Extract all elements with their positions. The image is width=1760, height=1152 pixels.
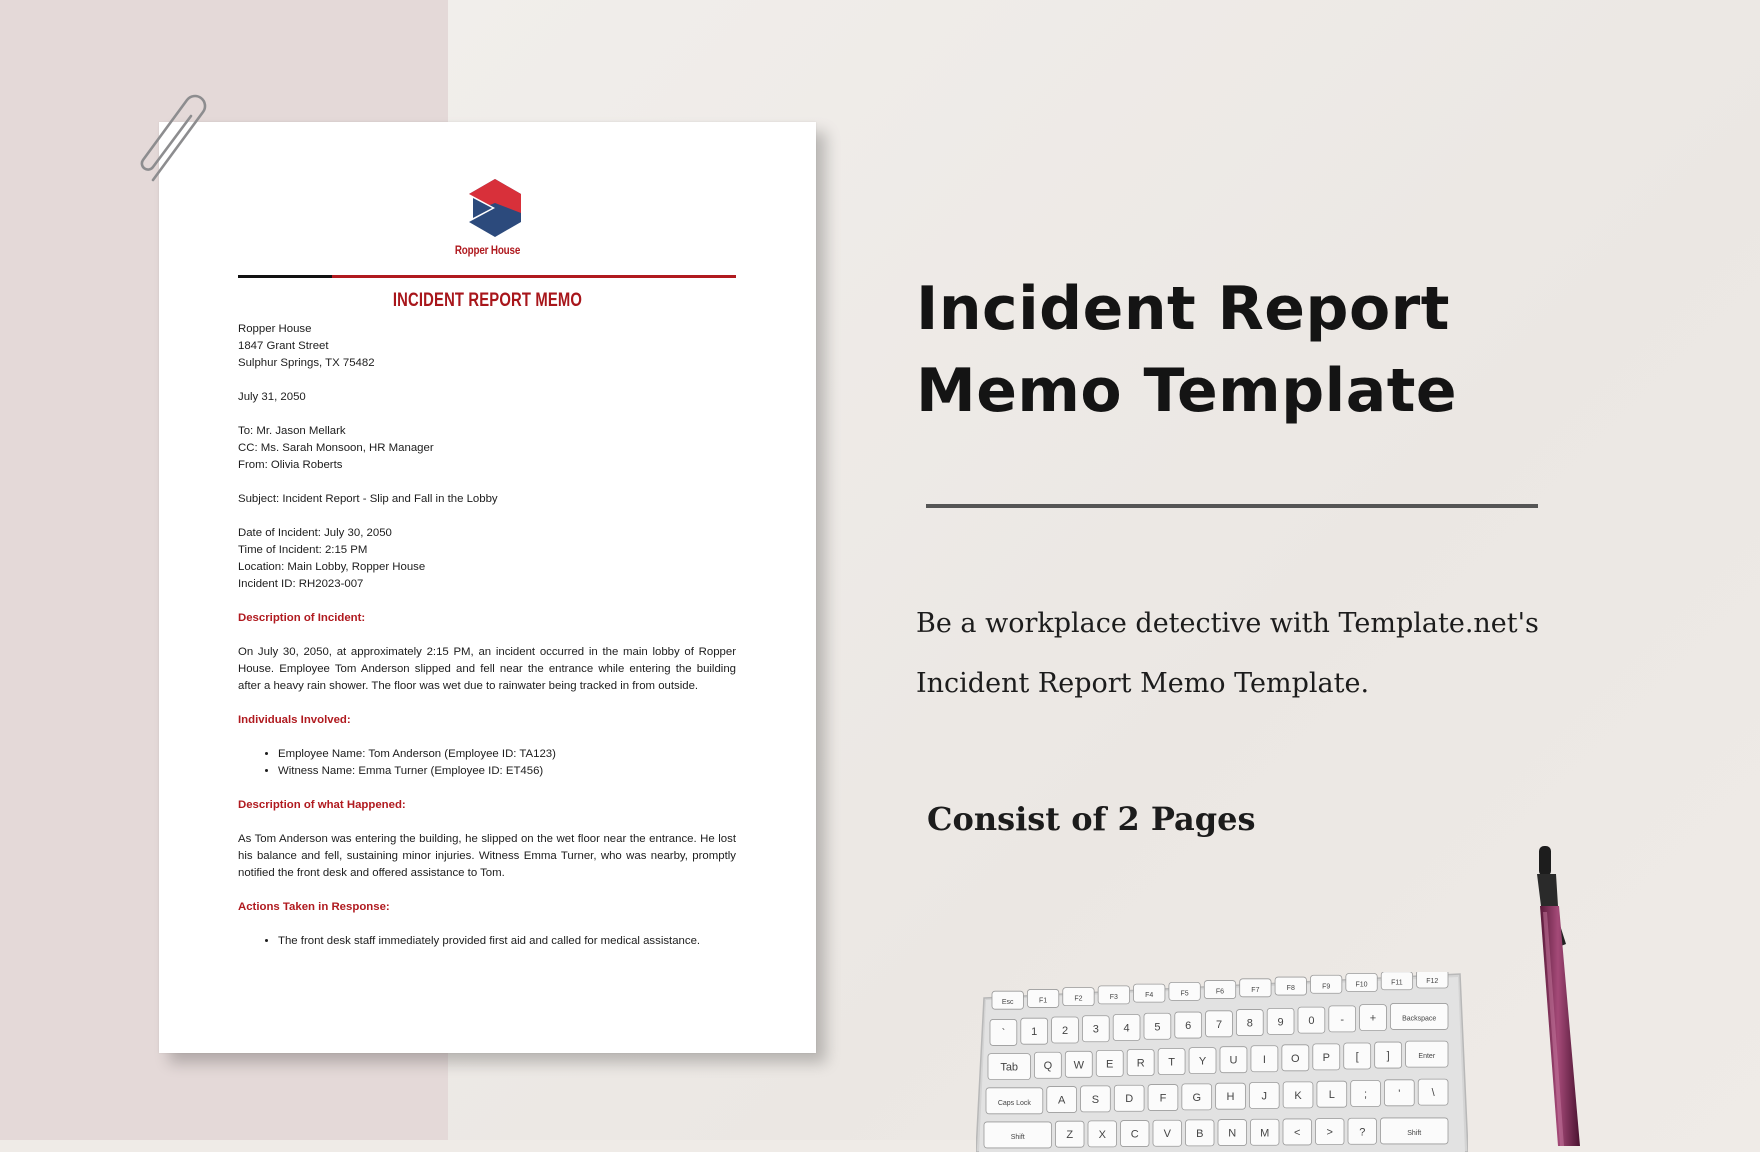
keyboard-key-label: F2 xyxy=(1074,995,1083,1003)
keyboard-key xyxy=(1052,1017,1079,1043)
keyboard-key xyxy=(1351,1081,1381,1107)
keyboard-key-label: X xyxy=(1098,1128,1106,1141)
keyboard-key xyxy=(984,1122,1052,1148)
keyboard-key-label: F12 xyxy=(1426,977,1439,985)
keyboard-key xyxy=(1346,974,1377,992)
keyboard-key xyxy=(1267,1008,1294,1034)
keyboard-key-label: 6 xyxy=(1185,1020,1192,1033)
keyboard-key xyxy=(1406,1041,1448,1067)
recipient-line: To: Mr. Jason Mellark xyxy=(238,425,346,437)
keyboard-key-label: Tab xyxy=(1000,1061,1019,1074)
keyboard-key-label: L xyxy=(1328,1089,1335,1102)
keyboard-key xyxy=(1360,1005,1387,1031)
keyboard-key xyxy=(1175,1012,1202,1038)
keyboard-key-label: Y xyxy=(1198,1055,1207,1068)
section-heading-what-happened: Description of what Happened: xyxy=(238,799,406,811)
keyboard-key xyxy=(1148,1085,1178,1111)
keyboard-key-label: 4 xyxy=(1123,1022,1130,1035)
promo-heading-line: Memo Template xyxy=(916,356,1458,426)
list-item: • Employee Name: Tom Anderson (Employee ID: TA123) xyxy=(278,746,736,763)
keyboard-key-label: U xyxy=(1229,1054,1238,1067)
keyboard-key xyxy=(1313,1044,1340,1070)
incident-detail: Date of Incident: July 30, 2050 xyxy=(238,527,392,539)
keyboard-key-label: N xyxy=(1228,1127,1237,1140)
keyboard-key xyxy=(1127,1049,1154,1075)
keyboard-key-label: + xyxy=(1369,1012,1377,1025)
keyboard-key-label: H xyxy=(1226,1091,1235,1104)
keyboard-key-label: 5 xyxy=(1154,1021,1161,1034)
keyboard-key-label: [ xyxy=(1355,1050,1359,1063)
keyboard-key-label: F5 xyxy=(1180,990,1189,998)
keyboard-key xyxy=(1216,1083,1246,1109)
keyboard-key-label: G xyxy=(1192,1091,1202,1104)
keyboard-key-label: J xyxy=(1261,1090,1268,1103)
keyboard-key-label: ] xyxy=(1386,1050,1390,1063)
keyboard-key-label: F1 xyxy=(1038,997,1048,1005)
keyboard-key-label: 3 xyxy=(1092,1023,1099,1036)
keyboard-key-label: F11 xyxy=(1391,979,1403,987)
header-rule-red xyxy=(332,275,736,278)
company-logo-text: Ropper House xyxy=(454,243,521,257)
keyboard-key-label: > xyxy=(1326,1126,1333,1139)
keyboard-key xyxy=(1283,1119,1312,1145)
keyboard-key-label: F7 xyxy=(1251,986,1260,994)
keyboard-key xyxy=(1027,989,1058,1007)
keyboard-key xyxy=(1056,1121,1085,1147)
keyboard-key-label: 0 xyxy=(1308,1015,1315,1028)
memo-subject: Subject: Incident Report - Slip and Fall in the Lobby xyxy=(238,493,498,505)
pages-note: Consist of 2 Pages xyxy=(927,800,1256,838)
keyboard-key xyxy=(1249,1083,1279,1109)
keyboard-key-label: F9 xyxy=(1322,983,1331,991)
individuals-list xyxy=(238,746,736,780)
keyboard-key-label: B xyxy=(1196,1127,1204,1140)
list-item: • The front desk staff immediately provided first aid and called for medical assistance. xyxy=(278,933,736,950)
keyboard-key-label: 1 xyxy=(1031,1026,1038,1039)
keyboard-key-label: Shift xyxy=(1010,1133,1025,1141)
keyboard-key xyxy=(986,1088,1043,1114)
address-line: Ropper House xyxy=(238,323,312,335)
incident-detail: Incident ID: RH2023-007 xyxy=(238,578,364,590)
description-paragraph: On July 30, 2050, at approximately 2:15 PM, an incident occurred in the main lobby of Ropper House. Employee Tom Anderson slipped and fell near the entrance while entering the building after a heavy rain shower. The floor was wet due to rainwater being tracked in from outside. xyxy=(238,646,736,692)
keyboard-key-label: A xyxy=(1057,1094,1066,1107)
keyboard-key-label: ; xyxy=(1364,1088,1368,1101)
memo-document-page xyxy=(159,122,816,1053)
memo-date: July 31, 2050 xyxy=(238,391,306,403)
address-line: Sulphur Springs, TX 75482 xyxy=(238,357,375,369)
memo-title: INCIDENT REPORT MEMO xyxy=(392,290,583,311)
keyboard-key xyxy=(1096,1050,1123,1076)
keyboard-key xyxy=(990,1019,1017,1045)
keyboard-key-label: ' xyxy=(1398,1087,1401,1100)
what-happened-paragraph: As Tom Anderson was entering the building, he slipped on the wet floor near the entrance. He lost his balance and fell, sustaining minor injuries. Witness Emma Turner, who was nearby, promptly notified the front desk and offered assistance to Tom. xyxy=(238,833,736,879)
keyboard-key-label: ? xyxy=(1359,1126,1366,1139)
keyboard-key-label: S xyxy=(1091,1093,1100,1106)
keyboard-key xyxy=(1113,1015,1140,1041)
actions-list xyxy=(238,933,736,950)
keyboard-key xyxy=(1189,1048,1216,1074)
section-heading-individuals: Individuals Involved: xyxy=(238,714,351,726)
section-heading-description: Description of Incident: xyxy=(238,612,366,624)
keyboard-key xyxy=(1317,1081,1347,1107)
keyboard-key-label: R xyxy=(1136,1057,1145,1070)
keyboard-key xyxy=(1153,1120,1182,1146)
recipient-line: CC: Ms. Sarah Monsoon, HR Manager xyxy=(238,442,434,454)
keyboard-key xyxy=(1047,1087,1077,1113)
keyboard-key-label: W xyxy=(1073,1059,1084,1072)
keyboard-key xyxy=(1240,979,1271,997)
incident-detail: Location: Main Lobby, Ropper House xyxy=(238,561,426,573)
keyboard-key-label: D xyxy=(1125,1093,1134,1106)
promo-divider xyxy=(926,504,1538,508)
keyboard-key-label: 2 xyxy=(1061,1024,1069,1037)
keyboard-key xyxy=(1204,981,1235,999)
keyboard-key xyxy=(1169,982,1200,1000)
keyboard-key xyxy=(1298,1007,1325,1033)
keyboard-key-label: C xyxy=(1130,1128,1139,1141)
keyboard-key xyxy=(1384,1080,1414,1106)
keyboard-key-label: M xyxy=(1260,1127,1270,1140)
keyboard-key-label: F10 xyxy=(1355,981,1368,989)
keyboard-key xyxy=(1417,972,1448,988)
keyboard-key-label: Z xyxy=(1066,1129,1074,1142)
keyboard-key xyxy=(1348,1118,1377,1144)
keyboard-key xyxy=(1236,1010,1263,1036)
keyboard-key-label: Caps Lock xyxy=(997,1099,1031,1107)
keyboard-key xyxy=(1186,1120,1215,1146)
list-item: • Witness Name: Emma Turner (Employee ID: ET456) xyxy=(278,763,736,780)
keyboard-key-label: Q xyxy=(1043,1060,1053,1073)
keyboard-key xyxy=(1082,1016,1109,1042)
keyboard-key xyxy=(1220,1047,1247,1073)
keyboard-key xyxy=(1390,1003,1448,1029)
keyboard-key xyxy=(1144,1013,1171,1039)
keyboard-key xyxy=(1381,1118,1449,1144)
promo-tagline xyxy=(916,594,1616,714)
incident-detail: Time of Incident: 2:15 PM xyxy=(238,544,368,556)
keyboard-key-label: P xyxy=(1322,1051,1330,1064)
keyboard-key xyxy=(1316,1119,1345,1145)
tagline-line: Incident Report Memo Template. xyxy=(916,668,1370,699)
keyboard-key xyxy=(1158,1049,1185,1075)
keyboard-key xyxy=(1282,1045,1309,1071)
pen-icon xyxy=(1528,846,1608,1146)
recipient-line: From: Olivia Roberts xyxy=(238,459,343,471)
keyboard-key-label: E xyxy=(1106,1058,1114,1071)
keyboard-key-label: O xyxy=(1291,1052,1300,1065)
section-heading-actions: Actions Taken in Response: xyxy=(238,901,390,913)
keyboard-key-label: \ xyxy=(1431,1087,1435,1100)
hexagon-logo-icon xyxy=(465,177,525,239)
keyboard-key xyxy=(988,1054,1030,1080)
keyboard-key xyxy=(1251,1046,1278,1072)
keyboard-key-label: Backspace xyxy=(1402,1015,1437,1023)
keyboard-key xyxy=(1182,1084,1212,1110)
keyboard-key-label: ` xyxy=(1001,1027,1006,1040)
keyboard-key xyxy=(1375,1042,1402,1068)
keyboard-icon xyxy=(976,972,1468,1152)
keyboard-key xyxy=(1275,977,1306,995)
keyboard-key-label: Enter xyxy=(1418,1053,1436,1061)
keyboard-key xyxy=(1283,1082,1313,1108)
keyboard-key xyxy=(1081,1086,1111,1112)
keyboard-key-label: F6 xyxy=(1215,988,1225,996)
keyboard-key-label: 7 xyxy=(1215,1018,1223,1031)
keyboard-key xyxy=(992,991,1023,1009)
keyboard-key xyxy=(1021,1018,1048,1044)
keyboard-key xyxy=(1418,1079,1448,1105)
keyboard-key xyxy=(1088,1121,1117,1147)
keyboard-key-label: - xyxy=(1340,1013,1345,1026)
tagline-line: Be a workplace detective with Template.net's xyxy=(916,608,1539,639)
keyboard-key-label: F4 xyxy=(1145,992,1154,1000)
keyboard-key xyxy=(1381,972,1412,990)
keyboard-key-label: F xyxy=(1159,1092,1167,1105)
keyboard-key xyxy=(1098,986,1129,1004)
promo-heading xyxy=(916,268,1616,432)
keyboard-key-label: F8 xyxy=(1286,985,1295,993)
keyboard-key xyxy=(1134,984,1165,1002)
keyboard-key-label: V xyxy=(1163,1128,1171,1141)
promo-heading-line: Incident Report xyxy=(916,274,1450,344)
keyboard-key xyxy=(1329,1006,1356,1032)
paperclip-icon xyxy=(133,92,223,192)
keyboard-key xyxy=(1251,1119,1280,1145)
keyboard-key xyxy=(1063,988,1094,1006)
keyboard-key-label: K xyxy=(1294,1089,1302,1102)
keyboard-key-label: T xyxy=(1168,1056,1175,1069)
memo-body xyxy=(238,321,736,950)
keyboard-key xyxy=(1114,1085,1144,1111)
keyboard-key xyxy=(1344,1043,1371,1069)
keyboard-key xyxy=(1310,975,1341,993)
keyboard-key xyxy=(1218,1120,1247,1146)
keyboard-key-label: I xyxy=(1262,1053,1266,1066)
keyboard-key xyxy=(1034,1052,1061,1078)
keyboard-key xyxy=(1065,1051,1092,1077)
keyboard-key-label: Shift xyxy=(1407,1129,1422,1137)
keyboard-key xyxy=(1206,1011,1233,1037)
header-rule-black xyxy=(238,275,332,278)
keyboard-key-label: 9 xyxy=(1277,1016,1284,1029)
keyboard-key xyxy=(1121,1121,1150,1147)
keyboard-key-label: F3 xyxy=(1109,993,1118,1001)
keyboard-key-label: 8 xyxy=(1246,1017,1253,1030)
keyboard-key-label: Esc xyxy=(1001,999,1014,1007)
keyboard-key-label: < xyxy=(1294,1126,1301,1139)
address-line: 1847 Grant Street xyxy=(238,340,329,352)
